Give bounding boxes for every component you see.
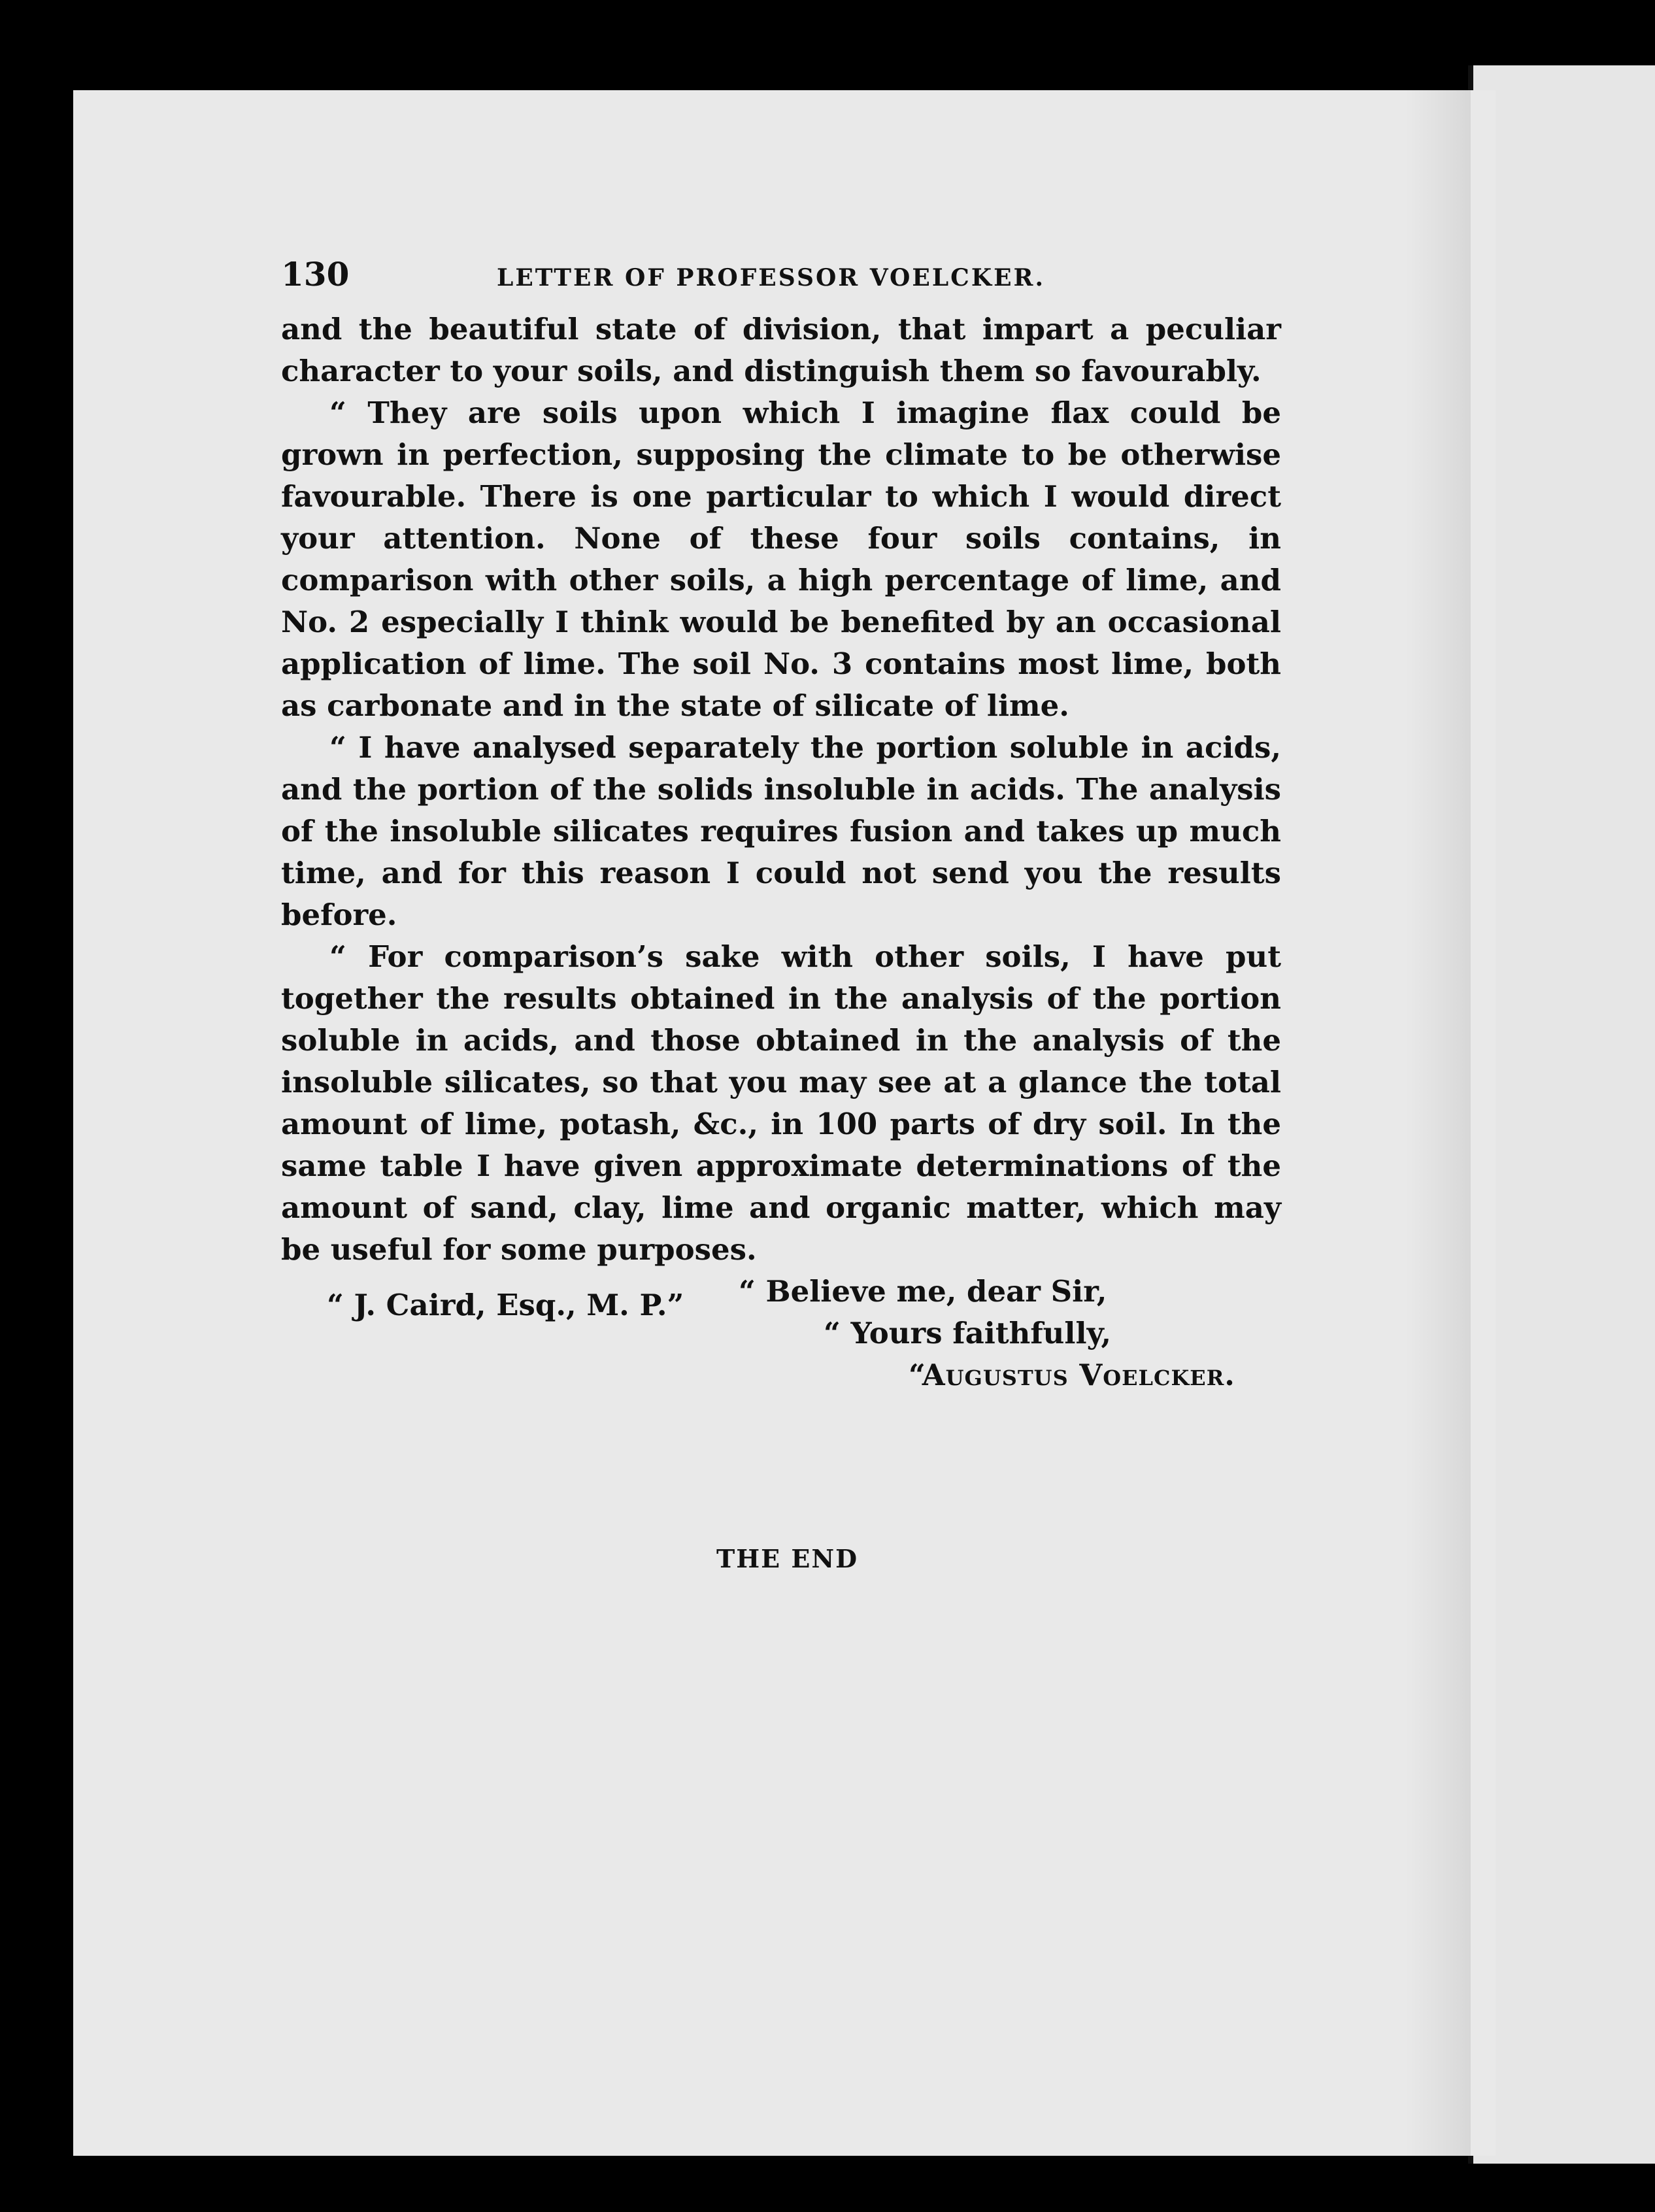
- closing-yours-faithfully: “ Yours faithfully,: [824, 1316, 1112, 1350]
- paragraph-flax: “ They are soils upon which I imagine flax could be grown in perfection, supposing the climate to be otherwise favourable. There is one particular to which I would direct your attention. None of these four soils contains, in comparison with other soils, a high percentage of lime, and No. 2 especially I think would be benefited by an occasional application of lime. The soil No. 3 contains most lime, both as carbonate and in the state of silicate of lime.: [281, 395, 1281, 723]
- closing-line-3: [281, 1354, 1281, 1396]
- running-title: LETTER OF PROFESSOR VOELCKER.: [497, 264, 1045, 292]
- page-gutter-shadow: [1405, 65, 1471, 2164]
- addressee-line: “ J. Caird, Esq., M. P.”: [327, 1288, 684, 1322]
- page-number: 130: [281, 255, 350, 293]
- the-end-mark: THE END: [716, 1544, 859, 1573]
- letter-body: [281, 309, 1281, 1271]
- page-text-block: [281, 242, 1281, 1396]
- paragraph-comparison: “ For comparison’s sake with other soils, I have put together the results obtained in the analysis of the portion soluble in acids, and those obtained in the analysis of the insoluble silicates, so that you may see at a glance the total amount of lime, potash, &c., in 100 parts of dry soil. In the same table I have given approximate determinations of the amount of sand, clay, lime and organic matter, which may be useful for some purposes.: [281, 939, 1281, 1267]
- signature-name: “Augustus Voelcker.: [909, 1358, 1235, 1392]
- paragraph-continuation: and the beautiful state of division, that impart a peculiar character to your soils, and distinguish them so favourably.: [281, 312, 1281, 388]
- adjacent-page-edge: [1468, 65, 1655, 2164]
- running-head: [281, 242, 1281, 305]
- paragraph-analysis: “ I have analysed separately the portion soluble in acids, and the portion of the solids insoluble in acids. The analysis of the insoluble silicates requires fusion and takes up much time, and for this reason I could not send you the results before.: [281, 730, 1281, 932]
- closing-believe-me: “ Believe me, dear Sir,: [739, 1274, 1107, 1309]
